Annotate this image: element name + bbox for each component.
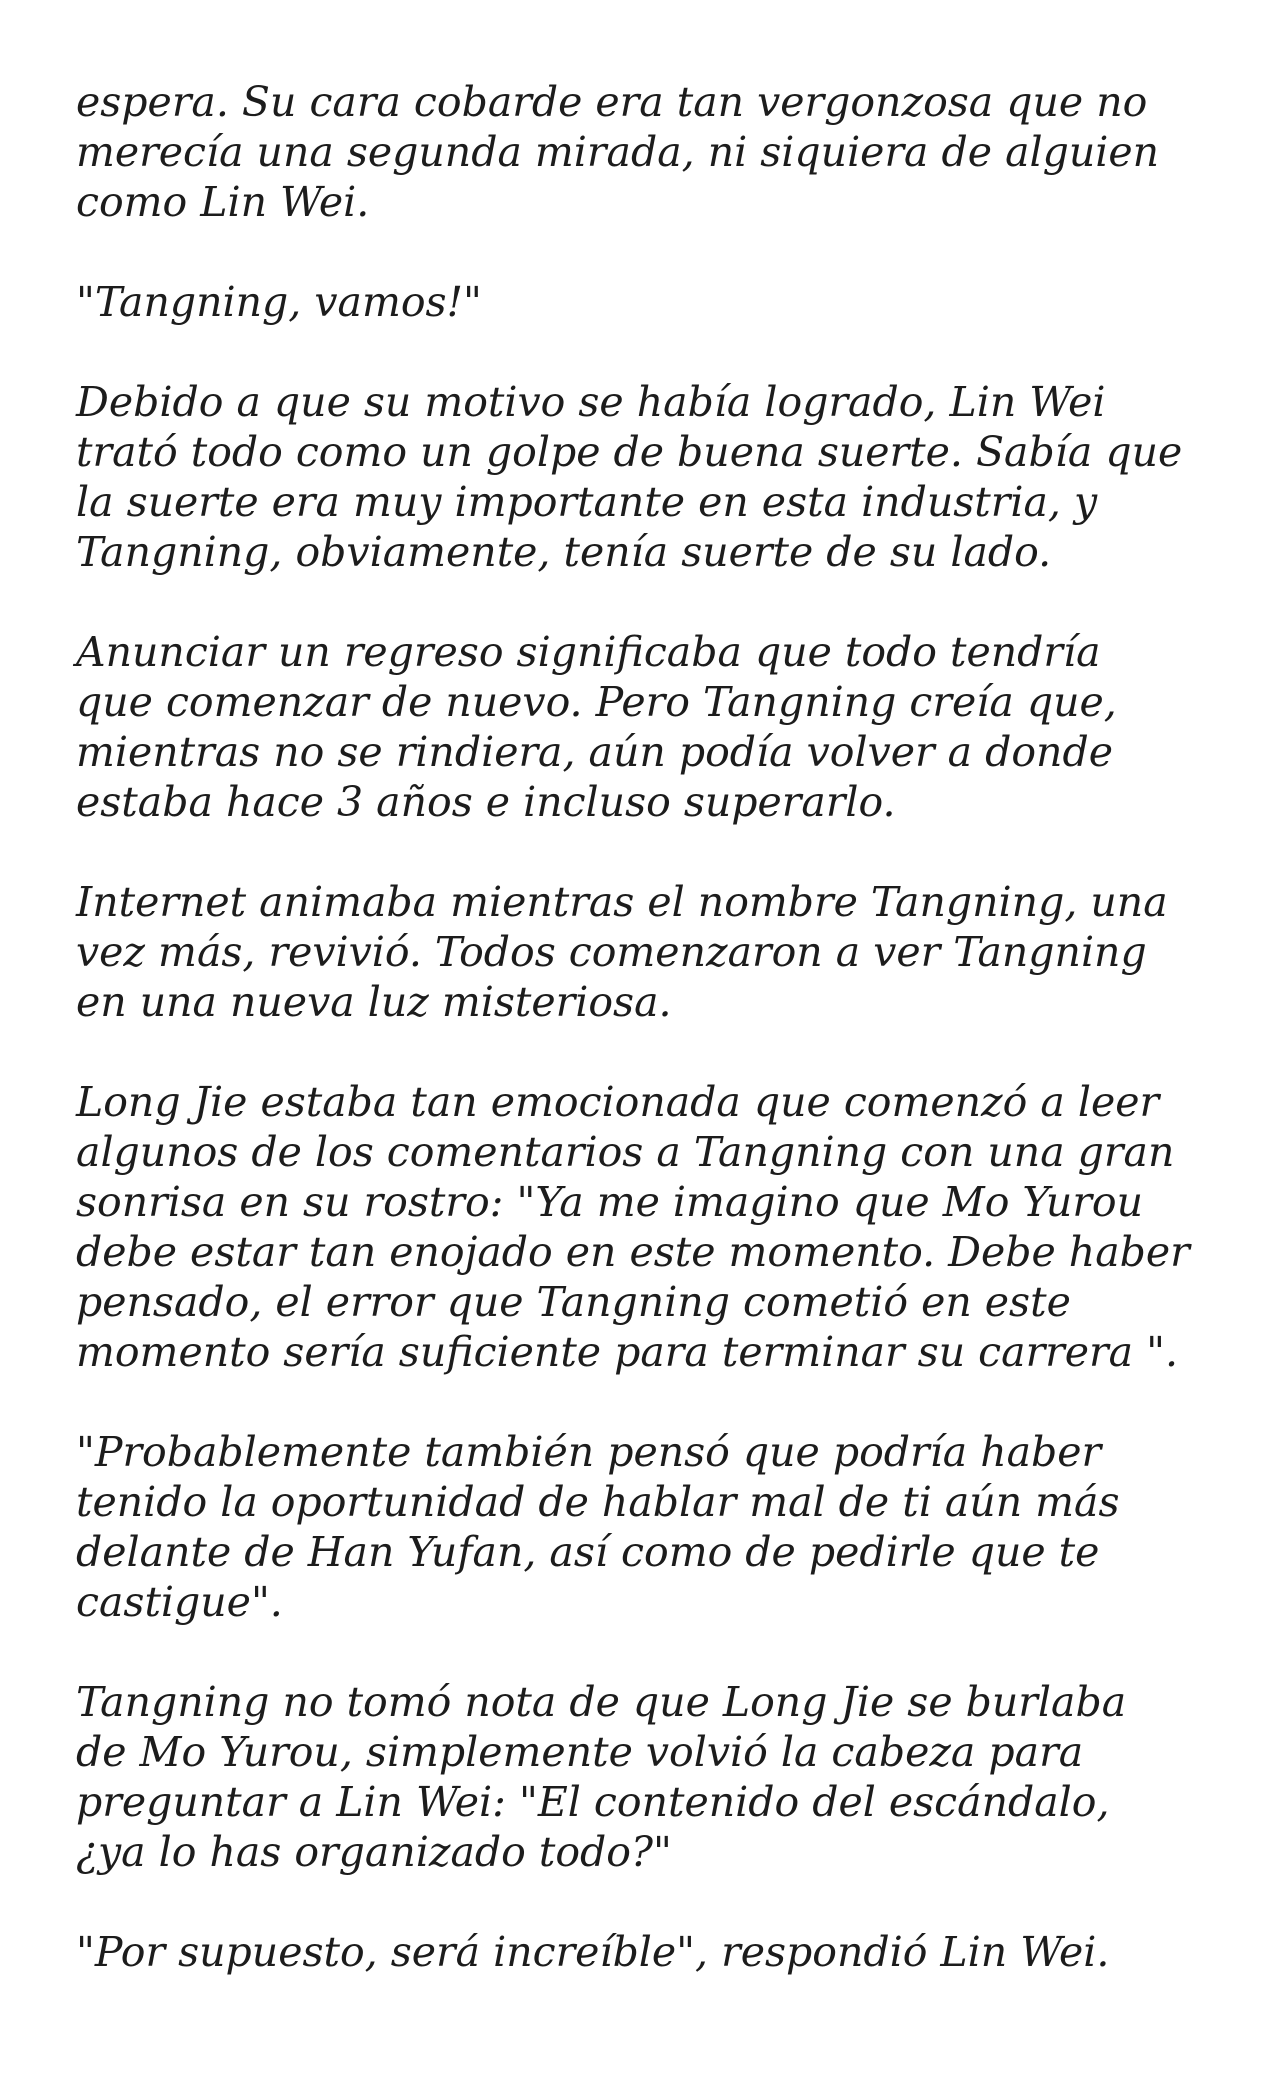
text-line: espera. Su cara cobarde era tan vergonzosa que no [76, 78, 1148, 126]
text-line: pensado, el error que Tangning cometió en este [76, 1278, 1071, 1326]
text-line: Anunciar un regreso significaba que todo tendría [76, 628, 1101, 676]
text-line: Internet animaba mientras el nombre Tangning, una [76, 878, 1168, 926]
text-line: delante de Han Yufan, así como de pedirle que te [76, 1528, 1100, 1576]
text-line: sonrisa en su rostro: "Ya me imagino que Mo Yurou [76, 1178, 1144, 1226]
paragraph [76, 377, 1235, 577]
text-line: preguntar a Lin Wei: "El contenido del escándalo, [76, 1778, 1110, 1826]
paragraph [76, 877, 1235, 1027]
text-line: Tangning, obviamente, tenía suerte de su lado. [76, 528, 1052, 576]
text-line: ¿ya lo has organizado todo?" [76, 1828, 672, 1876]
text-line: estaba hace 3 años e incluso superarlo. [76, 778, 896, 826]
text-line: "Tangning, vamos!" [76, 278, 482, 326]
paragraph [76, 1427, 1235, 1627]
text-line: Long Jie estaba tan emocionada que comenzó a leer [76, 1078, 1160, 1126]
text-line: "Probablemente también pensó que podría haber [76, 1428, 1102, 1476]
text-line: "Por supuesto, será increíble", respondió Lin Wei. [76, 1928, 1110, 1976]
text-line: trató todo como un golpe de buena suerte. Sabía que [76, 428, 1183, 476]
text-line: de Mo Yurou, simplemente volvió la cabeza para [76, 1728, 1084, 1776]
text-line: Tangning no tomó nota de que Long Jie se burlaba [76, 1678, 1127, 1726]
paragraph [76, 1927, 1235, 1977]
text-line: tenido la oportunidad de hablar mal de ti aún más [76, 1478, 1120, 1526]
text-line: mientras no se rindiera, aún podía volver a donde [76, 728, 1113, 776]
text-line: debe estar tan enojado en este momento. Debe haber [76, 1228, 1190, 1276]
paragraph [76, 277, 1235, 327]
text-line: merecía una segunda mirada, ni siquiera de alguien [76, 128, 1160, 176]
text-line: momento sería suficiente para terminar su carrera ". [76, 1328, 1178, 1376]
text-line: castigue". [76, 1578, 283, 1626]
text-line: vez más, revivió. Todos comenzaron a ver Tangning [76, 928, 1147, 976]
paragraph [76, 1077, 1235, 1377]
text-line: algunos de los comentarios a Tangning con una gran [76, 1128, 1175, 1176]
paragraph [76, 1677, 1235, 1877]
paragraph [76, 77, 1235, 227]
text-line: en una nueva luz misteriosa. [76, 978, 672, 1026]
paragraph [76, 627, 1235, 827]
text-line: Debido a que su motivo se había logrado, Lin Wei [76, 378, 1106, 426]
text-line: que comenzar de nuevo. Pero Tangning creía que, [76, 678, 1117, 726]
text-line: la suerte era muy importante en esta industria, y [76, 478, 1098, 526]
text-line: como Lin Wei. [76, 178, 370, 226]
